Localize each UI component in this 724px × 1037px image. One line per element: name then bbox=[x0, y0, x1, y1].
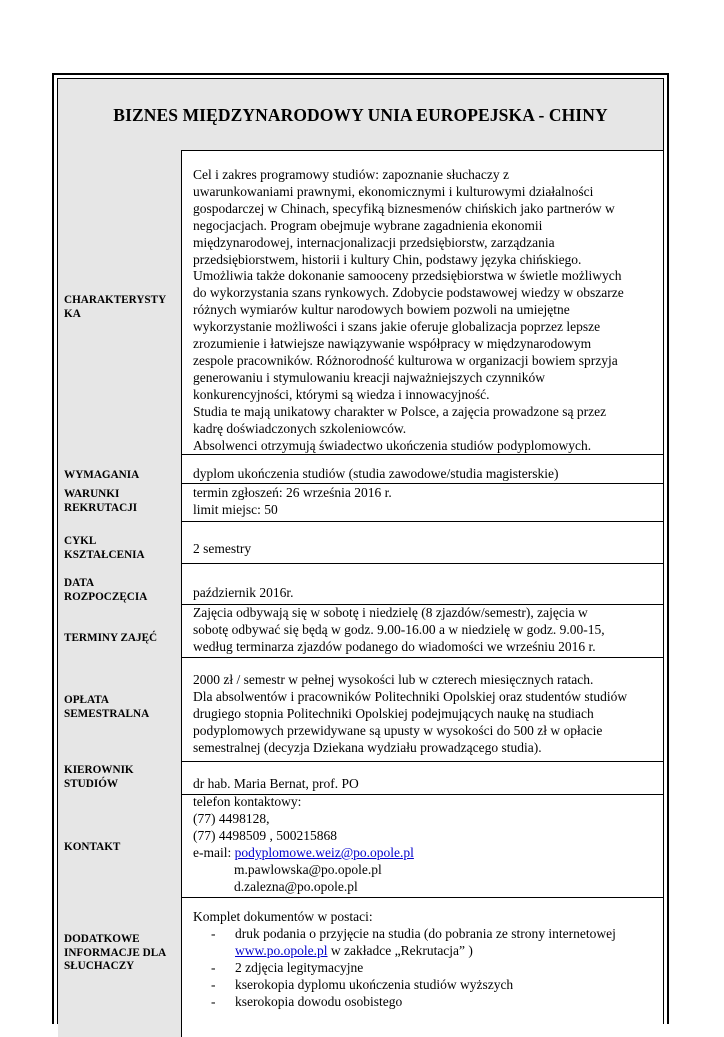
email-link[interactable]: podyplomowe.weiz@po.opole.pl bbox=[234, 844, 414, 860]
list-dash: - bbox=[211, 976, 216, 992]
row-data-rozpoczecia bbox=[58, 563, 663, 605]
text-line: Absolwenci otrzymują świadectwo ukończenia studiów podyplomowych. bbox=[193, 437, 592, 453]
text-line: zrozumienie i łatwiejsze nawiązywanie współpracy w międzynarodowym bbox=[193, 336, 592, 352]
label-line: INFORMACJE DLA bbox=[64, 946, 167, 959]
text-line: drugiego stopnia Politechniki Opolskiej podejmujących naukę na studiach bbox=[193, 705, 594, 721]
row-warunki-rekrutacji bbox=[58, 483, 663, 522]
label-line: KSZTAŁCENIA bbox=[64, 548, 145, 561]
label-oplata-semestralna bbox=[64, 694, 149, 721]
cykl-text: 2 semestry bbox=[193, 541, 252, 556]
text-line: do wykorzystania szans rynkowych. Zdobycie podstawowej wiedzy w obszarze bbox=[193, 285, 624, 301]
text-line: semestralnej (decyzja Dziekana wydziału prowadzącego studia). bbox=[193, 739, 542, 755]
text-line: kadrę doświadczonych szkoleniowców. bbox=[193, 420, 407, 436]
label-line: KA bbox=[64, 307, 81, 320]
label-kontakt: KONTAKT bbox=[64, 841, 121, 853]
documents-intro: Komplet dokumentów w postaci: bbox=[193, 909, 373, 924]
label-line: STUDIÓW bbox=[64, 777, 119, 790]
list-item-text: kserokopia dowodu osobistego bbox=[235, 993, 403, 1009]
row-kontakt bbox=[58, 794, 663, 898]
email-address: m.pawlowska@po.opole.pl bbox=[234, 861, 382, 877]
label-line: ROZPOCZĘCIA bbox=[64, 590, 148, 603]
text-line: sobotę odbywać się będą w godz. 9.00-16.00 a w niedzielę w godz. 9.00-15, bbox=[193, 621, 605, 637]
phone-number: (77) 4498509 , 500215868 bbox=[193, 827, 337, 843]
text-line: wykorzystanie możliwości i szans jakie oferuje globalizacja poprzez lepsze bbox=[193, 319, 601, 335]
text-line: generowaniu i stymulowaniu kreacji najważniejszych czynników bbox=[193, 369, 546, 385]
list-item-text: kserokopia dyplomu ukończenia studiów wyższych bbox=[235, 976, 514, 992]
dodatkowe-text bbox=[193, 909, 659, 1010]
list-item-text: 2 zdjęcia legitymacyjne bbox=[235, 959, 364, 975]
text-line: limit miejsc: 50 bbox=[193, 501, 278, 517]
list-item-continuation bbox=[193, 943, 659, 960]
text-line: Umożliwia także dokonanie samooceny przedsiębiorstwa w świetle możliwych bbox=[193, 268, 622, 284]
document-frame bbox=[52, 73, 669, 1024]
label-cell bbox=[58, 563, 182, 604]
text-line: różnych wymiarów kultur narodowych bowiem pozwoli na umiejętne bbox=[193, 302, 570, 318]
text-line: międzynarodowej, internacjonalizacji przedsiębiorstw, zarządzania bbox=[193, 234, 555, 250]
wymagania-text: dyplom ukończenia studiów (studia zawodowe/studia magisterskie) bbox=[193, 466, 559, 481]
label-wymagania: WYMAGANIA bbox=[64, 469, 140, 481]
label-cell bbox=[58, 604, 182, 657]
label-cell bbox=[58, 521, 182, 563]
warunki-text bbox=[193, 485, 659, 519]
terminy-text bbox=[193, 605, 659, 656]
phone-label: telefon kontaktowy: bbox=[193, 794, 302, 809]
label-kierownik-studiow bbox=[64, 764, 134, 791]
text-line: podyplomowych przewidywane są upusty w wysokości do 500 zł w opłacie bbox=[193, 722, 603, 738]
email-line bbox=[193, 845, 659, 862]
website-link[interactable]: www.po.opole.pl bbox=[235, 942, 328, 958]
info-table bbox=[57, 78, 664, 1024]
label-cell bbox=[58, 761, 182, 794]
text-line: Studia te mają unikatowy charakter w Polsce, a zajęcia prowadzone są przez bbox=[193, 403, 607, 419]
label-cykl-ksztalcenia bbox=[64, 535, 145, 562]
label-line: DODATKOWE bbox=[64, 933, 140, 945]
list-item-text: druk podania o przyjęcie na studia (do pobrania ze strony internetowej bbox=[235, 925, 616, 941]
phone-number: (77) 4498128, bbox=[193, 810, 270, 826]
row-oplata-semestralna bbox=[58, 657, 663, 762]
text-line: gospodarczej w Chinach, specyfiką biznesmenów chińskich jako partnerów w bbox=[193, 200, 615, 216]
list-dash: - bbox=[211, 993, 216, 1009]
list-item bbox=[193, 977, 659, 994]
text-line: Dla absolwentów i pracowników Politechniki Opolskiej oraz studentów studiów bbox=[193, 688, 628, 704]
charakterystyka-text bbox=[193, 167, 659, 454]
data-rozpoczecia-text: październik 2016r. bbox=[193, 585, 294, 600]
row-charakterystyka bbox=[58, 150, 663, 455]
label-charakterystyka bbox=[64, 294, 166, 321]
label-terminy-zajec: TERMINY ZAJĘĆ bbox=[64, 632, 158, 644]
label-line: REKRUTACJI bbox=[64, 501, 138, 514]
row-kierownik-studiow bbox=[58, 761, 663, 795]
label-line: CYKL bbox=[64, 535, 97, 547]
label-line: WARUNKI bbox=[64, 488, 120, 500]
page-title: BIZNES MIĘDZYNARODOWY UNIA EUROPEJSKA - CHINY bbox=[113, 105, 608, 125]
text-line: zespole pracowników. Różnorodność kulturowa w organizacji bowiem sprzyja bbox=[193, 352, 618, 368]
label-warunki-rekrutacji bbox=[64, 488, 137, 515]
email-prefix: e-mail: bbox=[193, 844, 235, 860]
text-line: uwarunkowaniami prawnymi, ekonomicznymi i kulturowymi działalności bbox=[193, 183, 594, 199]
label-line: CHARAKTERYSTY bbox=[64, 294, 167, 306]
text-line: według terminarza zjazdów podanego do wiadomości we wrześniu 2016 r. bbox=[193, 638, 596, 654]
text-line: negocjacjach. Program obejmuje wybrane zagadnienia ekonomii bbox=[193, 217, 543, 233]
label-cell bbox=[58, 150, 182, 454]
oplata-text bbox=[193, 672, 659, 757]
label-cell bbox=[58, 657, 182, 761]
list-dash: - bbox=[211, 959, 216, 975]
row-cykl-ksztalcenia bbox=[58, 521, 663, 564]
label-line: SEMESTRALNA bbox=[64, 707, 150, 720]
text-line: termin zgłoszeń: 26 września 2016 r. bbox=[193, 485, 392, 500]
label-cell bbox=[58, 794, 182, 897]
label-line: KIEROWNIK bbox=[64, 764, 134, 776]
list-item bbox=[193, 926, 659, 943]
text-line: 2000 zł / semestr w pełnej wysokości lub w czterech miesięcznych ratach. bbox=[193, 672, 594, 687]
list-item-text: w zakładce „Rekrutacja” ) bbox=[327, 942, 473, 958]
label-line: OPŁATA bbox=[64, 694, 109, 706]
row-terminy-zajec bbox=[58, 604, 663, 658]
label-line: SŁUCHACZY bbox=[64, 960, 135, 972]
label-line: DATA bbox=[64, 577, 95, 589]
text-line: konkurencyjności, którymi są wiedza i innowacyjność. bbox=[193, 386, 490, 402]
row-dodatkowe-informacje bbox=[58, 897, 663, 1037]
label-cell bbox=[58, 483, 182, 521]
text-line: Cel i zakres programowy studiów: zapoznanie słuchaczy z bbox=[193, 167, 510, 182]
email-address: d.zalezna@po.opole.pl bbox=[234, 878, 358, 894]
kierownik-text: dr hab. Maria Bernat, prof. PO bbox=[193, 776, 359, 791]
kontakt-text bbox=[193, 794, 659, 895]
row-wymagania bbox=[58, 454, 663, 484]
text-line: przedsiębiorstwem, historii i kultury Chin, podstawy języka chińskiego. bbox=[193, 251, 582, 267]
list-item bbox=[193, 960, 659, 977]
title-row bbox=[58, 79, 663, 151]
label-dodatkowe-informacje bbox=[64, 933, 166, 974]
list-item bbox=[193, 994, 659, 1011]
text-line: Zajęcia odbywają się w sobotę i niedzielę (8 zjazdów/semestr), zajęcia w bbox=[193, 605, 588, 620]
label-data-rozpoczecia bbox=[64, 577, 147, 604]
list-dash: - bbox=[211, 925, 216, 941]
label-cell bbox=[58, 454, 182, 483]
label-cell bbox=[58, 897, 182, 1037]
